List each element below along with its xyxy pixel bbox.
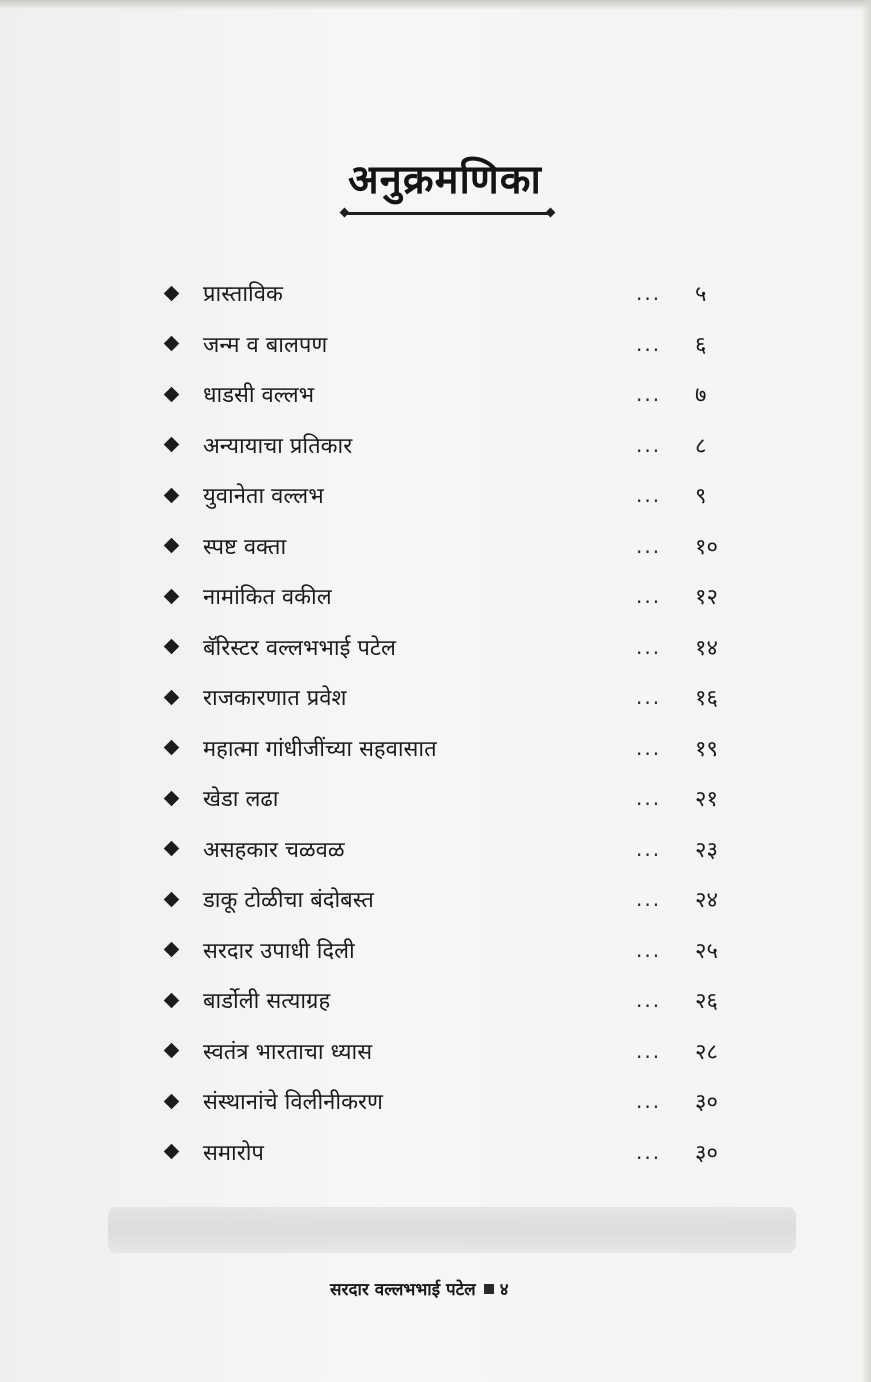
- diamond-bullet-icon: [164, 336, 180, 352]
- toc-page-number: ३०: [695, 1140, 718, 1166]
- page-footer: [330, 1277, 570, 1300]
- toc-page-number: ६: [695, 332, 707, 358]
- toc-title: युवानेता वल्लभ: [203, 484, 324, 510]
- toc-page-number: ७: [695, 383, 707, 409]
- toc-leader: ...: [636, 786, 662, 811]
- toc-title: सरदार उपाधी दिली: [203, 938, 355, 964]
- diamond-bullet-icon: [164, 487, 180, 503]
- toc-title: समारोप: [203, 1140, 264, 1166]
- table-of-contents: [160, 268, 760, 1177]
- toc-row: [160, 268, 760, 319]
- toc-page-number: १९: [695, 736, 718, 762]
- toc-row: [160, 1127, 760, 1178]
- toc-page-number: १०: [695, 534, 718, 560]
- toc-leader: ...: [636, 281, 662, 306]
- toc-page-number: १६: [695, 686, 718, 712]
- toc-row: [160, 925, 760, 976]
- toc-title: नामांकित वकील: [203, 585, 332, 611]
- toc-title: राजकारणात प्रवेश: [203, 686, 347, 712]
- bleed-through-bar: [108, 1207, 796, 1253]
- toc-row: [160, 672, 760, 723]
- toc-page-number: १४: [695, 635, 718, 661]
- toc-row: [160, 773, 760, 824]
- toc-page-number: १२: [695, 585, 718, 611]
- toc-title: बॅरिस्टर वल्लभभाई पटेल: [203, 635, 396, 661]
- toc-page-number: २८: [695, 1039, 718, 1065]
- toc-title: अन्यायाचा प्रतिकार: [203, 433, 353, 459]
- toc-title: महात्मा गांधीजींच्या सहवासात: [203, 736, 437, 762]
- toc-leader: ...: [636, 533, 662, 558]
- toc-title: बार्डोली सत्याग्रह: [203, 989, 331, 1015]
- diamond-bullet-icon: [164, 437, 180, 453]
- diamond-bullet-icon: [164, 386, 180, 402]
- toc-row: [160, 571, 760, 622]
- diamond-bullet-icon: [164, 790, 180, 806]
- diamond-bullet-icon: [164, 891, 180, 907]
- title-underline: [345, 212, 550, 215]
- square-bullet-icon: [484, 1284, 494, 1294]
- toc-page-number: ३०: [695, 1090, 718, 1116]
- footer-page-number: ४: [499, 1280, 509, 1300]
- toc-leader: ...: [636, 331, 662, 356]
- toc-row: [160, 824, 760, 875]
- toc-row: [160, 622, 760, 673]
- toc-page-number: २४: [695, 888, 718, 914]
- page-top-edge: [0, 0, 871, 10]
- toc-row: [160, 1026, 760, 1077]
- toc-title: असहकार चळवळ: [203, 837, 345, 863]
- toc-leader: ...: [636, 685, 662, 710]
- toc-leader: ...: [636, 1139, 662, 1164]
- toc-leader: ...: [636, 634, 662, 659]
- toc-row: [160, 723, 760, 774]
- toc-page-number: २१: [695, 787, 718, 813]
- toc-page-number: २६: [695, 989, 718, 1015]
- diamond-bullet-icon: [164, 1093, 180, 1109]
- page-title: अनुक्रमणिका: [348, 157, 542, 203]
- diamond-bullet-icon: [164, 538, 180, 554]
- toc-row: [160, 521, 760, 572]
- toc-title: डाकू टोळीचा बंदोबस्त: [203, 888, 374, 914]
- toc-leader: ...: [636, 836, 662, 861]
- toc-row: [160, 470, 760, 521]
- toc-row: [160, 975, 760, 1026]
- toc-leader: ...: [636, 382, 662, 407]
- page-right-edge: [861, 0, 871, 1382]
- toc-title: खेडा लढा: [203, 787, 279, 813]
- toc-row: [160, 874, 760, 925]
- diamond-bullet-icon: [164, 942, 180, 958]
- toc-leader: ...: [636, 1038, 662, 1063]
- toc-leader: ...: [636, 887, 662, 912]
- diamond-bullet-icon: [164, 841, 180, 857]
- toc-title: प्रास्ताविक: [203, 282, 283, 308]
- toc-page-number: ८: [695, 433, 707, 459]
- diamond-bullet-icon: [164, 1144, 180, 1160]
- toc-leader: ...: [636, 937, 662, 962]
- toc-leader: ...: [636, 1089, 662, 1114]
- toc-page-number: ५: [695, 282, 707, 308]
- toc-title: स्पष्ट वक्ता: [203, 534, 287, 560]
- toc-row: [160, 369, 760, 420]
- diamond-bullet-icon: [164, 689, 180, 705]
- toc-title: स्वतंत्र भारताचा ध्यास: [203, 1039, 373, 1065]
- diamond-bullet-icon: [164, 740, 180, 756]
- diamond-bullet-icon: [164, 588, 180, 604]
- toc-title: संस्थानांचे विलीनीकरण: [203, 1090, 383, 1116]
- diamond-bullet-icon: [164, 285, 180, 301]
- toc-row: [160, 319, 760, 370]
- toc-row: [160, 420, 760, 471]
- toc-title: जन्म व बालपण: [203, 332, 328, 358]
- toc-leader: ...: [636, 988, 662, 1013]
- toc-leader: ...: [636, 432, 662, 457]
- footer-book-title: सरदार वल्लभभाई पटेल: [330, 1280, 476, 1300]
- diamond-bullet-icon: [164, 639, 180, 655]
- toc-page-number: २५: [695, 938, 718, 964]
- toc-leader: ...: [636, 483, 662, 508]
- toc-leader: ...: [636, 584, 662, 609]
- toc-page-number: ९: [695, 484, 707, 510]
- diamond-bullet-icon: [164, 1043, 180, 1059]
- toc-leader: ...: [636, 735, 662, 760]
- toc-page-number: २३: [695, 837, 718, 863]
- diamond-bullet-icon: [164, 992, 180, 1008]
- toc-row: [160, 1076, 760, 1127]
- toc-title: धाडसी वल्लभ: [203, 383, 315, 409]
